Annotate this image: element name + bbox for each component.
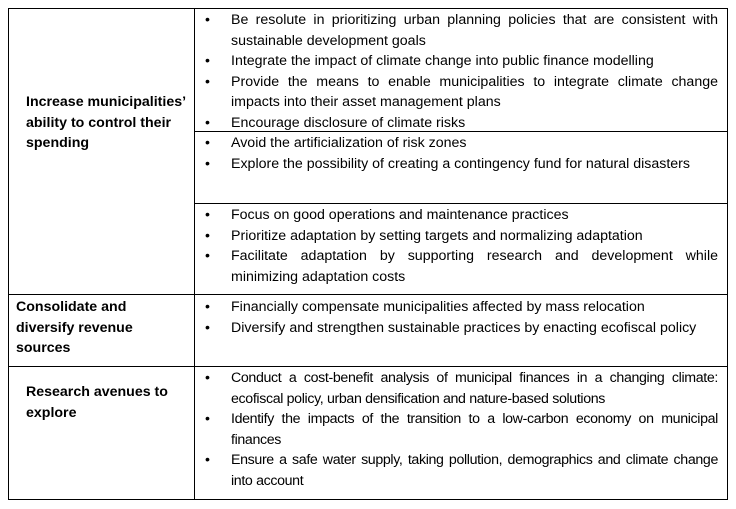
bullet-icon: • xyxy=(205,73,210,90)
list-item: • Explore the possibility of creating a contingency fund for natural disasters xyxy=(205,154,718,175)
list-item: • Encourage disclosure of climate risks xyxy=(205,113,718,134)
table-border-left xyxy=(8,8,9,500)
list-item: • Facilitate adaptation by supporting research and development while minimizing adaptation costs xyxy=(205,248,718,285)
list-item: • Focus on good operations and maintenance practices xyxy=(205,205,718,226)
row-label: Consolidate and diversify revenue sources xyxy=(16,299,133,357)
bullet-icon: • xyxy=(205,12,210,28)
list-item: • Provide the means to enable municipalities to integrate climate change impacts into their asset management plans xyxy=(205,73,718,111)
bullet-group xyxy=(205,10,718,134)
table-border-right xyxy=(727,8,728,500)
bullet-icon: • xyxy=(205,155,210,172)
list-item: • Financially compensate municipalities affected by mass relocation xyxy=(205,297,718,318)
list-item: • Diversify and strengthen sustainable practices by enacting ecofiscal policy xyxy=(205,318,718,339)
list-item: • Identify the impacts of the transition to a low-carbon economy on municipal finances xyxy=(205,411,718,448)
bullet-group xyxy=(205,368,718,492)
bullet-icon: • xyxy=(205,53,210,70)
list-item: • Avoid the artificialization of risk zones xyxy=(205,133,718,154)
bullet-group xyxy=(205,133,718,174)
bullet-icon: • xyxy=(205,411,210,428)
bullet-icon: • xyxy=(205,114,210,131)
list-item: • Prioritize adaptation by setting targets and normalizing adaptation xyxy=(205,226,718,247)
bullet-icon: • xyxy=(205,227,210,244)
group-divider xyxy=(194,203,728,204)
bullet-group xyxy=(205,205,718,287)
bullet-icon: • xyxy=(205,248,210,265)
bullet-icon: • xyxy=(205,452,210,469)
row-label: Research avenues to explore xyxy=(26,384,168,421)
row-label: Increase municipalities’ ability to control their spending xyxy=(26,94,186,152)
bullet-group xyxy=(205,297,718,338)
row-divider xyxy=(8,294,728,295)
table-column-divider xyxy=(194,8,195,500)
bullet-icon: • xyxy=(205,207,210,223)
table-border-bottom xyxy=(8,499,728,500)
list-item: • Be resolute in prioritizing urban planning policies that are consistent with sustainable development goals xyxy=(205,12,718,49)
list-item: • Ensure a safe water supply, taking pollution, demographics and climate change into account xyxy=(205,452,718,489)
table-border-top xyxy=(8,8,728,9)
list-item: • Integrate the impact of climate change into public finance modelling xyxy=(205,51,718,72)
bullet-icon: • xyxy=(205,135,210,151)
row-divider xyxy=(8,366,728,367)
bullet-icon: • xyxy=(205,299,210,315)
bullet-icon: • xyxy=(205,370,210,386)
bullet-icon: • xyxy=(205,319,210,336)
list-item: • Conduct a cost-benefit analysis of municipal finances in a changing climate: ecofiscal policy, urban densification and nature-based solutions xyxy=(205,370,718,407)
